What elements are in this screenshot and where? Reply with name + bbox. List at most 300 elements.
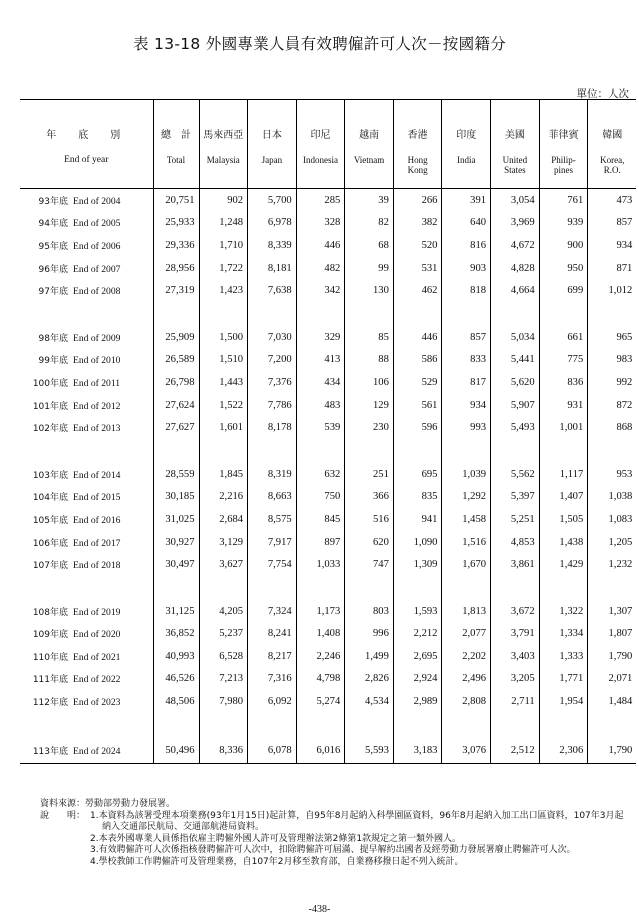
spacer-cell: [20, 576, 153, 600]
header-zh: 總 計: [161, 130, 191, 141]
data-table: [20, 99, 636, 764]
table-cell: 931: [539, 394, 588, 417]
row-label: [20, 553, 153, 576]
table-cell: 5,441: [491, 349, 540, 372]
header-zh: 日本: [261, 130, 282, 141]
table-cell: 2,512: [491, 739, 540, 764]
table-cell: 1,438: [539, 531, 588, 554]
table-cell: 31,125: [153, 600, 199, 623]
header-col: [199, 100, 248, 189]
spacer-cell: [588, 713, 637, 739]
table-cell: 413: [296, 349, 345, 372]
table-cell: 26,589: [153, 349, 199, 372]
table-cell: 1,771: [539, 668, 588, 691]
table-cell: 27,627: [153, 416, 199, 439]
table-cell: 5,562: [491, 463, 540, 486]
table-cell: 27,624: [153, 394, 199, 417]
table-cell: 950: [539, 257, 588, 280]
table-cell: 29,336: [153, 234, 199, 257]
table-cell: 7,638: [248, 279, 297, 302]
table-cell: 934: [588, 234, 637, 257]
table-cell: 3,627: [199, 553, 248, 576]
table-cell: 1,334: [539, 623, 588, 646]
table-cell: 1,710: [199, 234, 248, 257]
table-cell: 4,664: [491, 279, 540, 302]
table-row: [20, 486, 636, 509]
table-cell: 40,993: [153, 645, 199, 668]
table-cell: 1,500: [199, 326, 248, 349]
row-label: [20, 531, 153, 554]
table-cell: 5,397: [491, 486, 540, 509]
header-en: Korea, R.O.: [600, 155, 625, 175]
spacer-cell: [588, 302, 637, 326]
table-cell: 4,798: [296, 668, 345, 691]
row-label: [20, 326, 153, 349]
row-label: [20, 668, 153, 691]
table-cell: 5,251: [491, 508, 540, 531]
table-cell: 902: [199, 189, 248, 212]
table-cell: 2,212: [393, 623, 442, 646]
table-cell: 965: [588, 326, 637, 349]
table-cell: 28,956: [153, 257, 199, 280]
spacer-cell: [153, 439, 199, 463]
table-cell: 1,408: [296, 623, 345, 646]
table-cell: 1,790: [588, 739, 637, 764]
row-label: [20, 508, 153, 531]
header-en: Total: [166, 155, 186, 165]
year-zh: 100年底: [32, 378, 68, 389]
table-cell: 8,336: [199, 739, 248, 764]
table-cell: 516: [345, 508, 394, 531]
header-en: Malaysia: [206, 155, 240, 165]
spacer-cell: [393, 576, 442, 600]
spacer-cell: [442, 439, 491, 463]
row-label: [20, 645, 153, 668]
year-zh: 111年底: [32, 675, 68, 686]
spacer-cell: [345, 576, 394, 600]
table-cell: 5,907: [491, 394, 540, 417]
table-row: [20, 508, 636, 531]
spacer-cell: [491, 439, 540, 463]
year-en: End of 2022: [73, 674, 121, 686]
spacer-cell: [248, 302, 297, 326]
table-cell: 845: [296, 508, 345, 531]
table-cell: 6,016: [296, 739, 345, 764]
table-cell: 539: [296, 416, 345, 439]
table-cell: 953: [588, 463, 637, 486]
table-cell: 897: [296, 531, 345, 554]
table-cell: 1,333: [539, 645, 588, 668]
table-cell: 4,205: [199, 600, 248, 623]
header-en: United States: [502, 155, 528, 175]
page-number: -438-: [308, 904, 331, 915]
row-label: [20, 257, 153, 280]
table-cell: 1,516: [442, 531, 491, 554]
table-cell: 8,241: [248, 623, 297, 646]
spacer-row: [20, 302, 636, 326]
table-cell: 1,845: [199, 463, 248, 486]
table-cell: 1,001: [539, 416, 588, 439]
notes-list: [90, 811, 630, 869]
table-cell: 8,319: [248, 463, 297, 486]
table-cell: 803: [345, 600, 394, 623]
table-cell: 632: [296, 463, 345, 486]
table-cell: 835: [393, 486, 442, 509]
table-cell: 3,672: [491, 600, 540, 623]
table-cell: 2,989: [393, 690, 442, 713]
table-cell: 2,496: [442, 668, 491, 691]
year-zh: 102年底: [32, 424, 68, 435]
spacer-cell: [296, 576, 345, 600]
spacer-cell: [345, 302, 394, 326]
table-cell: 30,927: [153, 531, 199, 554]
year-en: End of 2012: [73, 400, 121, 412]
table-cell: 3,791: [491, 623, 540, 646]
year-en: End of 2006: [73, 240, 121, 252]
table-cell: 106: [345, 371, 394, 394]
table-cell: 661: [539, 326, 588, 349]
table-cell: 473: [588, 189, 637, 212]
year-zh: 104年底: [32, 493, 68, 504]
header-col: [539, 100, 588, 189]
spacer-cell: [345, 439, 394, 463]
header-col: [153, 100, 199, 189]
row-label: [20, 394, 153, 417]
table-cell: 2,071: [588, 668, 637, 691]
note-item: 4.學校教師工作聘僱許可及管理業務，自107年2月移至教育部，自業務移撥日起不列入統計。: [90, 856, 464, 867]
spacer-cell: [248, 576, 297, 600]
spacer-cell: [296, 302, 345, 326]
table-cell: 25,909: [153, 326, 199, 349]
table-cell: 816: [442, 234, 491, 257]
table-cell: 1,522: [199, 394, 248, 417]
table-cell: 251: [345, 463, 394, 486]
year-zh: 112年底: [32, 698, 68, 709]
table-cell: 462: [393, 279, 442, 302]
table-cell: 82: [345, 212, 394, 235]
table-cell: 4,853: [491, 531, 540, 554]
table-cell: 1,807: [588, 623, 637, 646]
spacer-cell: [153, 713, 199, 739]
year-en: End of 2010: [73, 355, 121, 367]
year-zh: 106年底: [32, 538, 68, 549]
table-row: [20, 394, 636, 417]
table-cell: 1,443: [199, 371, 248, 394]
table-cell: 1,458: [442, 508, 491, 531]
header-zh: 年 底 別: [46, 130, 127, 141]
table-cell: 934: [442, 394, 491, 417]
table-cell: 50,496: [153, 739, 199, 764]
table-row: [20, 234, 636, 257]
year-zh: 98年底: [38, 333, 68, 344]
header-en: End of year: [64, 155, 109, 165]
header-zh: 印尼: [310, 130, 331, 141]
header-col: [442, 100, 491, 189]
table-cell: 872: [588, 394, 637, 417]
year-en: End of 2016: [73, 514, 121, 526]
spacer-cell: [153, 576, 199, 600]
table-cell: 366: [345, 486, 394, 509]
spacer-cell: [393, 713, 442, 739]
table-cell: 3,129: [199, 531, 248, 554]
table-cell: 5,700: [248, 189, 297, 212]
header-year: [20, 100, 153, 189]
spacer-row: [20, 439, 636, 463]
table-cell: 1,083: [588, 508, 637, 531]
table-cell: 85: [345, 326, 394, 349]
header-en: Vietnam: [353, 155, 385, 165]
table-title: 表 13-18 外國專業人員有效聘僱許可人次－按國籍分: [133, 35, 506, 53]
table-cell: 983: [588, 349, 637, 372]
spacer-cell: [393, 302, 442, 326]
year-en: End of 2015: [73, 492, 121, 504]
table-row: [20, 531, 636, 554]
source-note: 資料來源：勞動部勞動力發展署。: [40, 799, 176, 809]
table-cell: 2,077: [442, 623, 491, 646]
table-cell: 88: [345, 349, 394, 372]
spacer-cell: [20, 439, 153, 463]
table-cell: 1,954: [539, 690, 588, 713]
table-cell: 130: [345, 279, 394, 302]
table-cell: 26,798: [153, 371, 199, 394]
spacer-cell: [199, 576, 248, 600]
spacer-row: [20, 576, 636, 600]
table-cell: 640: [442, 212, 491, 235]
year-zh: 97年底: [38, 287, 68, 298]
year-zh: 96年底: [38, 264, 68, 275]
year-en: End of 2019: [73, 606, 121, 618]
table-cell: 1,307: [588, 600, 637, 623]
table-cell: 1,117: [539, 463, 588, 486]
year-zh: 105年底: [32, 515, 68, 526]
header-zh: 越南: [359, 130, 380, 141]
header-zh: 馬來西亞: [203, 130, 244, 141]
table-cell: 329: [296, 326, 345, 349]
year-zh: 109年底: [32, 630, 68, 641]
table-cell: 1,322: [539, 600, 588, 623]
spacer-cell: [153, 302, 199, 326]
row-label: [20, 600, 153, 623]
table-cell: 2,306: [539, 739, 588, 764]
table-cell: 857: [588, 212, 637, 235]
table-cell: 5,274: [296, 690, 345, 713]
year-en: End of 2008: [73, 286, 121, 298]
header-row: [20, 100, 636, 189]
table-cell: 561: [393, 394, 442, 417]
table-cell: 836: [539, 371, 588, 394]
table-cell: 5,620: [491, 371, 540, 394]
year-en: End of 2005: [73, 218, 121, 230]
row-label: [20, 371, 153, 394]
table-cell: 391: [442, 189, 491, 212]
year-zh: 108年底: [32, 607, 68, 618]
header-en: Philip- pines: [551, 155, 576, 175]
table-cell: 1,407: [539, 486, 588, 509]
year-zh: 94年底: [38, 219, 68, 230]
table-cell: 25,933: [153, 212, 199, 235]
header-en: Japan: [261, 155, 283, 165]
header-col: [393, 100, 442, 189]
table-row: [20, 189, 636, 212]
table-cell: 1,248: [199, 212, 248, 235]
table-cell: 868: [588, 416, 637, 439]
header-en: Indonesia: [302, 155, 338, 165]
table-cell: 8,575: [248, 508, 297, 531]
table-cell: 68: [345, 234, 394, 257]
table-cell: 6,978: [248, 212, 297, 235]
table-row: [20, 690, 636, 713]
table-row: [20, 739, 636, 764]
table-cell: 382: [393, 212, 442, 235]
spacer-cell: [248, 713, 297, 739]
year-en: End of 2024: [73, 746, 121, 758]
table-cell: 6,528: [199, 645, 248, 668]
note-item: 3.有效聘僱許可人次係指核發聘僱許可人次中，扣除聘僱許可屆滿、提早解約出國者及經勞動力發展署廢止聘僱許可人次。: [90, 845, 576, 855]
table-cell: 1,309: [393, 553, 442, 576]
table-cell: 1,033: [296, 553, 345, 576]
spacer-cell: [393, 439, 442, 463]
table-cell: 3,403: [491, 645, 540, 668]
spacer-cell: [20, 713, 153, 739]
table-cell: 2,202: [442, 645, 491, 668]
table-cell: 1,429: [539, 553, 588, 576]
table-cell: 833: [442, 349, 491, 372]
spacer-cell: [442, 302, 491, 326]
year-zh: 99年底: [38, 356, 68, 367]
table-cell: 48,506: [153, 690, 199, 713]
table-cell: 28,559: [153, 463, 199, 486]
year-en: End of 2018: [73, 560, 121, 572]
table-row: [20, 463, 636, 486]
table-cell: 3,183: [393, 739, 442, 764]
header-en: Hong Kong: [407, 155, 428, 175]
table-cell: 8,181: [248, 257, 297, 280]
table-cell: 4,534: [345, 690, 394, 713]
table-cell: 939: [539, 212, 588, 235]
table-cell: 857: [442, 326, 491, 349]
table-cell: 1,039: [442, 463, 491, 486]
table-cell: 3,076: [442, 739, 491, 764]
spacer-cell: [588, 439, 637, 463]
table-cell: 46,526: [153, 668, 199, 691]
spacer-cell: [539, 439, 588, 463]
table-cell: 750: [296, 486, 345, 509]
table-cell: 7,030: [248, 326, 297, 349]
table-cell: 7,316: [248, 668, 297, 691]
year-en: End of 2021: [73, 651, 121, 663]
table-cell: 1,670: [442, 553, 491, 576]
table-cell: 2,808: [442, 690, 491, 713]
table-cell: 7,917: [248, 531, 297, 554]
table-cell: 1,173: [296, 600, 345, 623]
table-cell: 3,205: [491, 668, 540, 691]
table-cell: 992: [588, 371, 637, 394]
unit-label: 單位：人次: [576, 88, 629, 100]
table-cell: 5,593: [345, 739, 394, 764]
table-cell: 817: [442, 371, 491, 394]
row-label: [20, 416, 153, 439]
notes-section: [40, 799, 630, 868]
table-cell: 446: [393, 326, 442, 349]
table-cell: 1,484: [588, 690, 637, 713]
spacer-row: [20, 713, 636, 739]
table-cell: 434: [296, 371, 345, 394]
year-en: End of 2007: [73, 263, 121, 275]
year-en: End of 2020: [73, 629, 121, 641]
table-row: [20, 645, 636, 668]
table-cell: 2,684: [199, 508, 248, 531]
table-cell: 5,493: [491, 416, 540, 439]
year-en: End of 2011: [73, 377, 121, 389]
spacer-cell: [248, 439, 297, 463]
year-zh: 95年底: [38, 241, 68, 252]
spacer-cell: [539, 576, 588, 600]
year-zh: 107年底: [32, 561, 68, 572]
table-row: [20, 553, 636, 576]
header-zh: 美國: [504, 130, 525, 141]
table-body: [20, 189, 636, 764]
row-label: [20, 189, 153, 212]
note-item: 1.本資料為該署受理本項業務(93年1月15日)起計算，自95年8月起納入科學園區資料，96年8月起納入加工出口區資料，107年3月起納入交通部民航局、交通部航港局資料。: [90, 810, 624, 832]
table-cell: 903: [442, 257, 491, 280]
table-row: [20, 416, 636, 439]
row-label: [20, 349, 153, 372]
table-cell: 747: [345, 553, 394, 576]
header-zh: 印度: [456, 130, 477, 141]
table-cell: 30,185: [153, 486, 199, 509]
table-cell: 6,078: [248, 739, 297, 764]
table-cell: 2,246: [296, 645, 345, 668]
year-zh: 101年底: [32, 401, 68, 412]
spacer-cell: [199, 302, 248, 326]
table-cell: 1,205: [588, 531, 637, 554]
table-cell: 99: [345, 257, 394, 280]
table-cell: 482: [296, 257, 345, 280]
table-cell: 266: [393, 189, 442, 212]
header-zh: 香港: [407, 130, 428, 141]
table-cell: 695: [393, 463, 442, 486]
row-label: [20, 279, 153, 302]
table-cell: 1,813: [442, 600, 491, 623]
table-cell: 20,751: [153, 189, 199, 212]
table-cell: 7,754: [248, 553, 297, 576]
table-cell: 285: [296, 189, 345, 212]
table-cell: 36,852: [153, 623, 199, 646]
table-cell: 1,510: [199, 349, 248, 372]
spacer-cell: [345, 713, 394, 739]
table-cell: 3,054: [491, 189, 540, 212]
spacer-cell: [20, 302, 153, 326]
header-col: [491, 100, 540, 189]
table-cell: 342: [296, 279, 345, 302]
header-col: [345, 100, 394, 189]
header-col: [248, 100, 297, 189]
table-cell: 8,339: [248, 234, 297, 257]
table-cell: 4,672: [491, 234, 540, 257]
table-cell: 699: [539, 279, 588, 302]
table-cell: 1,292: [442, 486, 491, 509]
spacer-cell: [296, 439, 345, 463]
year-en: End of 2023: [73, 697, 121, 709]
spacer-cell: [588, 576, 637, 600]
table-cell: 27,319: [153, 279, 199, 302]
header-en: India: [457, 155, 476, 165]
table-cell: 900: [539, 234, 588, 257]
table-cell: 129: [345, 394, 394, 417]
row-label: [20, 234, 153, 257]
table-row: [20, 326, 636, 349]
table-cell: 2,216: [199, 486, 248, 509]
